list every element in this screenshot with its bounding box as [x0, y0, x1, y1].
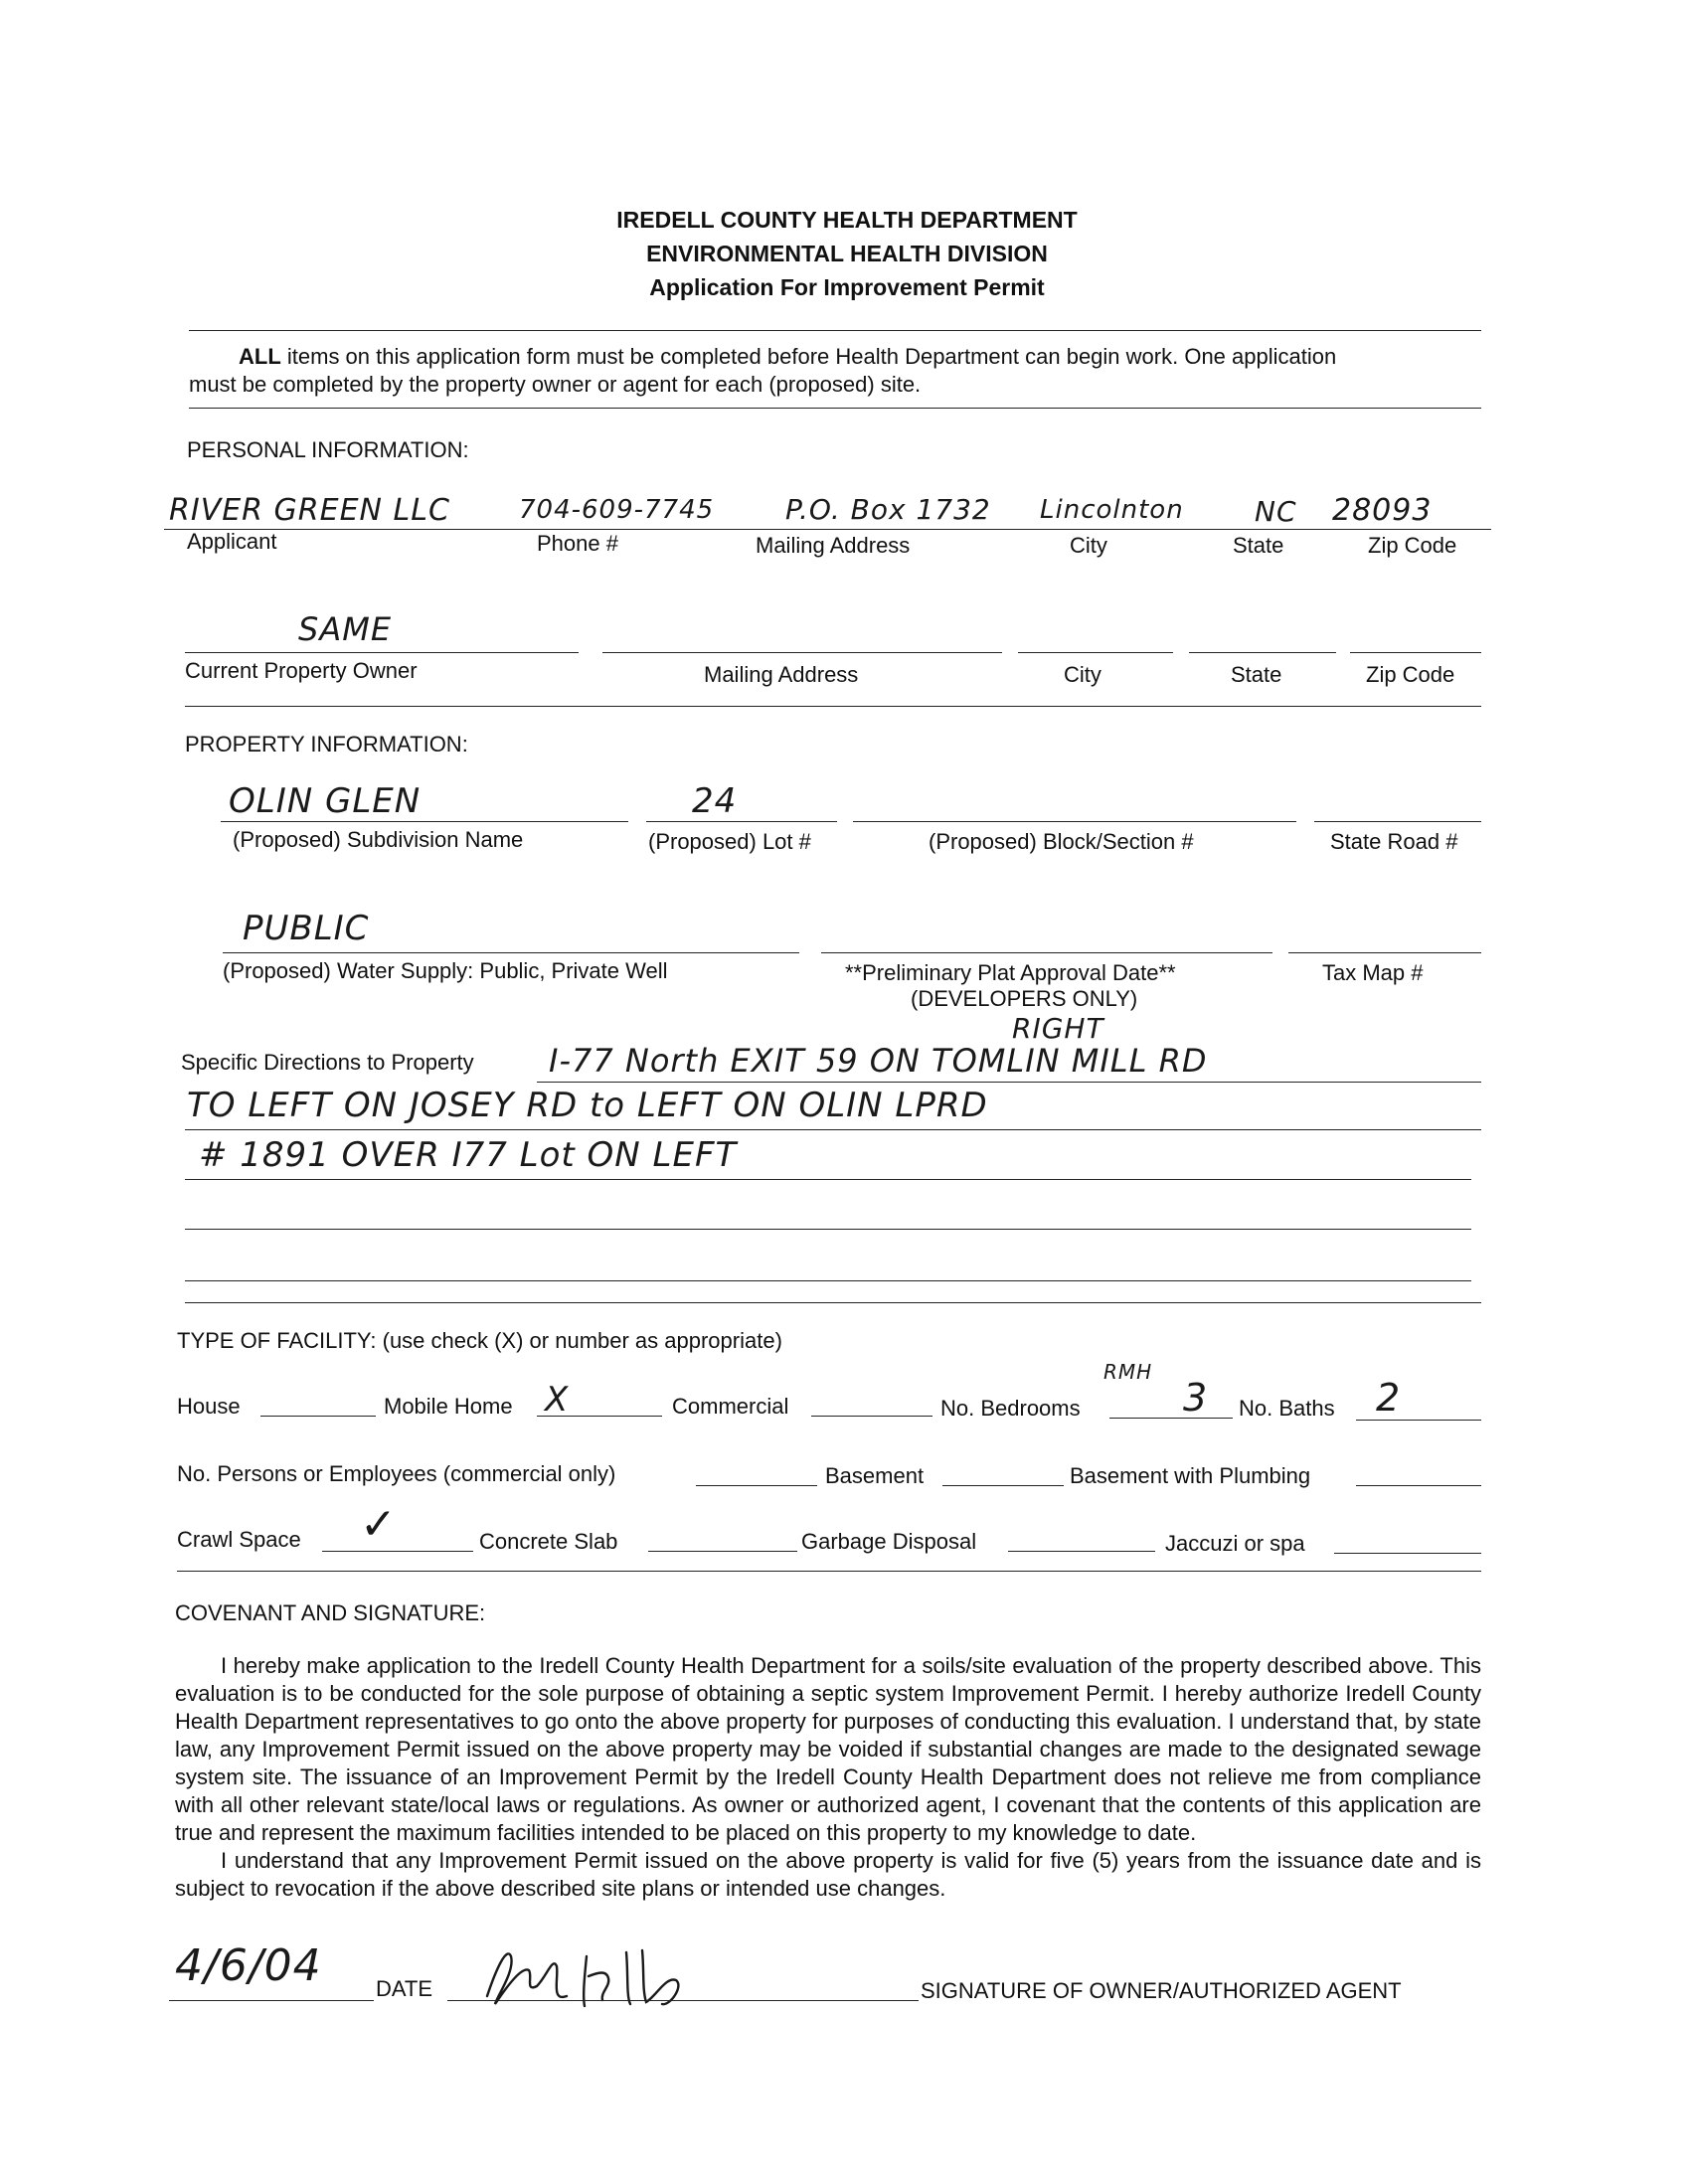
slab-label: Concrete Slab: [479, 1529, 618, 1554]
baths-line: [1356, 1420, 1481, 1421]
applicant-line: [164, 529, 1491, 530]
bedrooms-initials: RMH: [1103, 1360, 1153, 1384]
jacuzzi-line: [1334, 1553, 1481, 1554]
basement-plumbing-label: Basement with Plumbing: [1070, 1463, 1311, 1488]
water-value: PUBLIC: [243, 909, 370, 948]
directions-rule-3: [185, 1179, 1471, 1180]
owner-city-line: [1018, 652, 1173, 653]
divider: [189, 408, 1481, 409]
owner-city-label: City: [1064, 662, 1101, 687]
personal-info-heading: PERSONAL INFORMATION:: [187, 437, 469, 462]
zip-label: Zip Code: [1368, 533, 1457, 558]
covenant-heading: COVENANT AND SIGNATURE:: [175, 1600, 486, 1625]
basement-label: Basement: [825, 1463, 925, 1488]
road-label: State Road #: [1330, 829, 1458, 854]
garbage-label: Garbage Disposal: [801, 1529, 977, 1554]
baths-value: 2: [1376, 1376, 1402, 1420]
persons-label: No. Persons or Employees (commercial only): [177, 1461, 616, 1486]
covenant-paragraph-1: I hereby make application to the Iredell County Health Department for a soils/site evaluation of the property described above. This evaluation is to be conducted for the sole purpose of obtaining a septic system Improvement Permit. I hereby authorize Iredell County Health Department representatives to go onto the above property for purposes of conducting this evaluation. I understand that, by state law, any Improvement Permit issued on the above property may be voided if substantial changes are made to the designated sewage system site. The issuance of an Improvement Permit by the Iredell County Health Department does not relieve me from compliance with all other relevant state/local laws or regulations. As owner or authorized agent, I covenant that the contents of this application are true and represent the maximum facilities intended to be placed on this property to my knowledge to date.: [175, 1653, 1481, 1845]
water-label: (Proposed) Water Supply: Public, Private Well: [223, 958, 668, 983]
mobile-value: X: [545, 1380, 570, 1420]
phone-label: Phone #: [537, 531, 618, 556]
mobile-label: Mobile Home: [384, 1394, 513, 1419]
commercial-label: Commercial: [672, 1394, 789, 1419]
directions-line-2: TO LEFT ON JOSEY RD to LEFT ON OLIN LPRD: [187, 1086, 988, 1125]
owner-mailing-label: Mailing Address: [704, 662, 859, 687]
directions-line-3: # 1891 OVER I77 Lot ON LEFT: [199, 1135, 738, 1175]
lot-value: 24: [692, 781, 738, 821]
garbage-line: [1008, 1551, 1155, 1552]
signature-label: SIGNATURE OF OWNER/AUTHORIZED AGENT: [921, 1978, 1402, 2003]
applicant-value: RIVER GREEN LLC: [169, 493, 450, 528]
department-title: IREDELL COUNTY HEALTH DEPARTMENT: [616, 207, 1078, 233]
directions-label: Specific Directions to Property: [181, 1050, 474, 1075]
lot-line: [646, 821, 837, 822]
subdivision-line: [221, 821, 628, 822]
divider: [177, 1571, 1481, 1572]
slab-line: [648, 1551, 797, 1552]
owner-value: SAME: [298, 610, 393, 648]
directions-insert: RIGHT: [1012, 1012, 1104, 1045]
mailing-value: P.O. Box 1732: [785, 493, 991, 526]
house-label: House: [177, 1394, 241, 1419]
crawl-line: [322, 1551, 473, 1552]
directions-rule-1: [537, 1082, 1481, 1083]
intro-line-2: must be completed by the property owner or agent for each (proposed) site.: [189, 372, 922, 397]
commercial-line: [811, 1416, 932, 1417]
plat-label: **Preliminary Plat Approval Date**: [845, 960, 1176, 985]
date-value: 4/6/04: [175, 1940, 322, 1991]
owner-state-line: [1189, 652, 1336, 653]
state-label: State: [1233, 533, 1284, 558]
city-value: Lincolnton: [1040, 495, 1184, 525]
applicant-label: Applicant: [187, 529, 277, 554]
crawl-label: Crawl Space: [177, 1527, 301, 1552]
city-label: City: [1070, 533, 1107, 558]
mobile-line: [537, 1416, 662, 1417]
subdivision-value: OLIN GLEN: [229, 781, 422, 821]
phone-value: 704-609-7745: [519, 495, 715, 525]
state-value: NC: [1255, 495, 1297, 528]
owner-state-label: State: [1231, 662, 1282, 687]
divider: [189, 330, 1481, 331]
date-line: [169, 2000, 374, 2001]
zip-value: 28093: [1332, 493, 1433, 528]
property-info-heading: PROPERTY INFORMATION:: [185, 732, 468, 756]
block-label: (Proposed) Block/Section #: [929, 829, 1194, 854]
owner-line: [185, 652, 579, 653]
jacuzzi-label: Jaccuzi or spa: [1165, 1531, 1305, 1556]
intro-line-1: ALL items on this application form must be completed before Health Department can begin work. One application: [239, 344, 1337, 369]
covenant-text: [175, 1652, 1481, 1903]
divider: [185, 706, 1481, 707]
bedrooms-value: 3: [1183, 1376, 1209, 1420]
basement-line: [942, 1485, 1064, 1486]
divider: [185, 1302, 1481, 1303]
owner-label: Current Property Owner: [185, 658, 418, 683]
owner-zip-line: [1350, 652, 1481, 653]
bedrooms-label: No. Bedrooms: [940, 1396, 1081, 1421]
block-line: [853, 821, 1296, 822]
owner-zip-label: Zip Code: [1366, 662, 1455, 687]
bedrooms-line: [1109, 1418, 1233, 1419]
mailing-label: Mailing Address: [756, 533, 911, 558]
baths-label: No. Baths: [1239, 1396, 1335, 1421]
owner-mailing-line: [602, 652, 1002, 653]
water-line: [223, 952, 799, 953]
basement-plumbing-line: [1356, 1485, 1481, 1486]
directions-line-1: I-77 North EXIT 59 ON TOMLIN MILL RD: [549, 1042, 1208, 1080]
plat-sublabel: (DEVELOPERS ONLY): [911, 986, 1138, 1011]
lot-label: (Proposed) Lot #: [648, 829, 811, 854]
directions-rule-4: [185, 1229, 1471, 1230]
directions-rule-5: [185, 1280, 1471, 1281]
signature-line: [447, 2000, 919, 2001]
division-title: ENVIRONMENTAL HEALTH DIVISION: [646, 241, 1048, 266]
covenant-paragraph-2: I understand that any Improvement Permit issued on the above property is valid for five (5) years from the issuance date and is subject to revocation if the above described site plans or intended use changes.: [175, 1848, 1481, 1901]
facility-heading: TYPE OF FACILITY: (use check (X) or number as appropriate): [177, 1328, 782, 1353]
handwritten-signature: [467, 1927, 746, 2036]
house-line: [260, 1416, 376, 1417]
crawl-value: ✓: [360, 1499, 398, 1550]
plat-line: [821, 952, 1272, 953]
subdivision-label: (Proposed) Subdivision Name: [233, 827, 524, 852]
taxmap-line: [1288, 952, 1481, 953]
persons-line: [696, 1485, 817, 1486]
road-line: [1314, 821, 1481, 822]
form-title: Application For Improvement Permit: [649, 274, 1045, 300]
directions-rule-2: [185, 1129, 1481, 1130]
date-label: DATE: [376, 1976, 433, 2001]
taxmap-label: Tax Map #: [1322, 960, 1424, 985]
